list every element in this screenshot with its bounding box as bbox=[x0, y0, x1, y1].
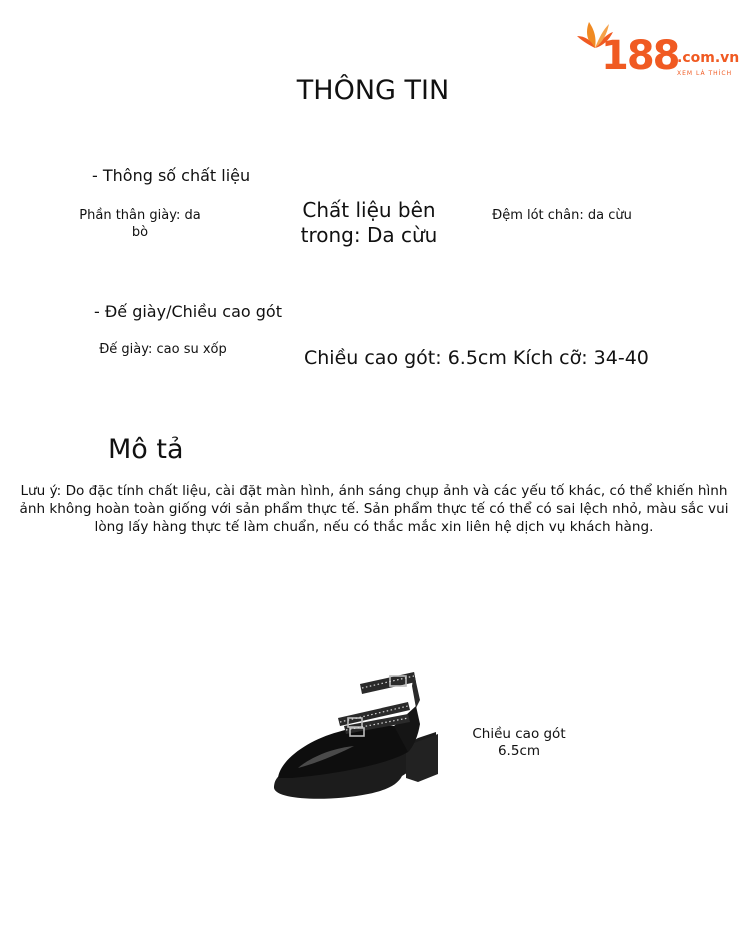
sole-material-text: Đế giày: cao su xốp bbox=[99, 342, 227, 357]
page-title: THÔNG TIN bbox=[296, 75, 450, 106]
logo-domain: .com.vn bbox=[677, 50, 740, 66]
description-note: Lưu ý: Do đặc tính chất liệu, cài đặt màn hình, ánh sáng chụp ảnh và các yếu tố khác, có thể khiến hình ảnh không hoàn toàn giống với sản phẩm thực tế. Sản phẩm thực tế có thể có sai lệch nhỏ, màu sắc vui lòng lấy hàng thực tế làm chuẩn, nếu có thắc mắc xin liên hệ dịch vụ khách hàng. bbox=[19, 483, 729, 535]
lining-material-text: Chất liệu bên trong: Da cừu bbox=[300, 198, 438, 247]
upper-material-text: Phần thân giày: da bò bbox=[79, 208, 201, 240]
material-spec-heading: - Thông số chất liệu bbox=[92, 166, 251, 185]
site-logo[interactable] bbox=[573, 12, 745, 82]
description-heading: Mô tả bbox=[108, 434, 184, 465]
heel-height-callout: Chiều cao gót 6.5cm bbox=[472, 726, 566, 759]
logo-tagline: XEM LÀ THÍCH bbox=[677, 70, 733, 77]
mary-jane-shoe-image bbox=[268, 660, 448, 810]
sole-heel-heading: - Đế giày/Chiều cao gót bbox=[94, 302, 282, 321]
heel-size-text: Chiều cao gót: 6.5cm Kích cỡ: 34-40 bbox=[304, 347, 649, 369]
logo-number: 188 bbox=[601, 33, 679, 79]
insole-material-text: Đệm lót chân: da cừu bbox=[492, 208, 632, 223]
